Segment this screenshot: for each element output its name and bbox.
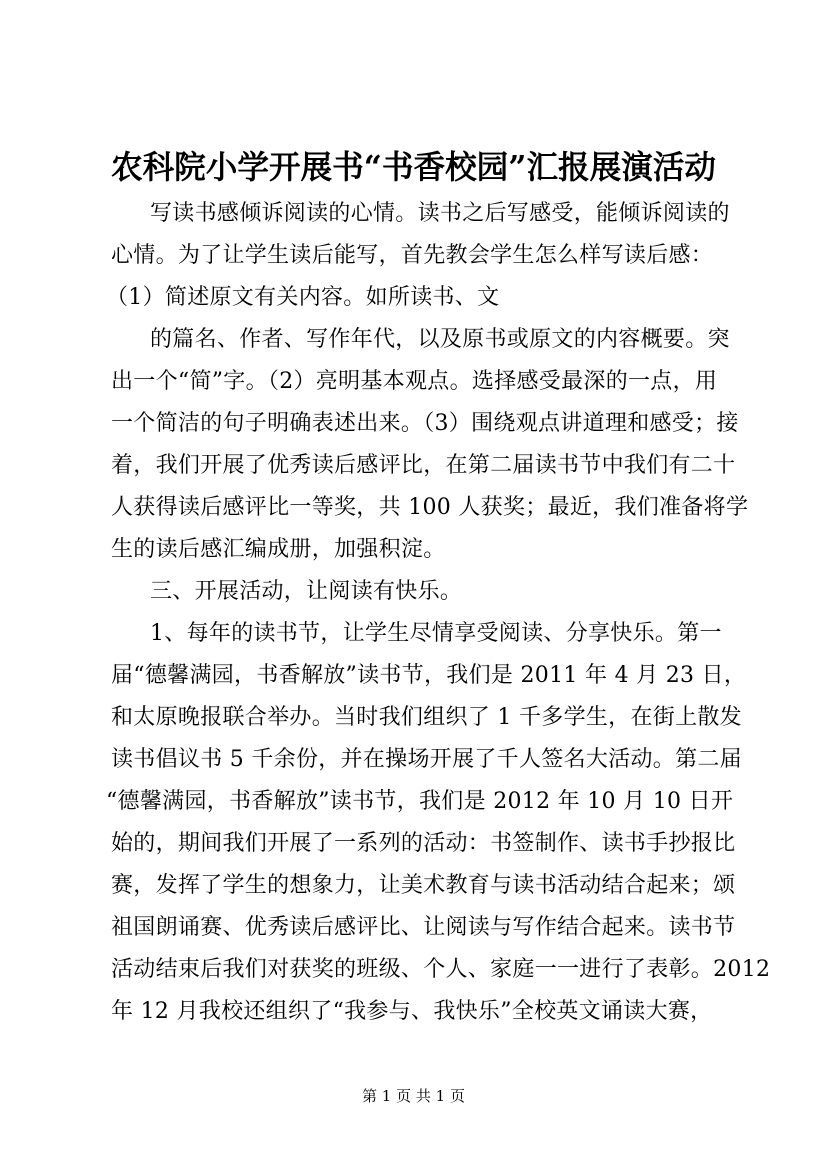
paragraph-line: 出一个“简”字。（2）亮明基本观点。选择感受最深的一点，用 — [111, 369, 718, 394]
page-footer: 第 1 页 共 1 页 — [362, 1087, 465, 1105]
paragraph-line: 始的，期间我们开展了一系列的活动：书签制作、读书手抄报比 — [111, 831, 736, 856]
paragraph-line: 活动结束后我们对获奖的班级、个人、家庭一一进行了表彰。2012 — [111, 957, 771, 982]
paragraph-line: 1、每年的读书节，让学生尽情享受阅读、分享快乐。第一 — [150, 621, 722, 646]
paragraph-line: 和太原晚报联合举办。当时我们组织了 1 千多学生，在街上散发 — [111, 705, 742, 730]
paragraph-line: 人获得读后感评比一等奖，共 100 人获奖；最近，我们准备将学 — [111, 495, 749, 520]
paragraph-line: 生的读后感汇编成册，加强积淀。 — [111, 537, 446, 562]
paragraph-line: “德馨满园，书香解放”读书节，我们是 2012 年 10 月 10 日开 — [106, 789, 734, 814]
paragraph-line: 着，我们开展了优秀读后感评比，在第二届读书节中我们有二十 — [111, 453, 736, 478]
paragraph-line: 祖国朗诵赛、优秀读后感评比、让阅读与写作结合起来。读书节 — [111, 915, 736, 940]
paragraph-line: 一个简洁的句子明确表述出来。（3）围绕观点讲道理和感受；接 — [111, 411, 739, 436]
paragraph-line: 心情。为了让学生读后能写，首先教会学生怎么样写读后感： — [111, 243, 714, 268]
section-heading: 三、开展活动，让阅读有快乐。 — [150, 579, 463, 604]
paragraph-line: 赛，发挥了学生的想象力，让美术教育与读书活动结合起来；颂 — [111, 873, 736, 898]
paragraph-line: 届“德馨满园，书香解放”读书节，我们是 2011 年 4 月 23 日， — [111, 663, 747, 688]
paragraph-line: （1）简述原文有关内容。如所读书、文 — [106, 285, 500, 310]
document-title: 农科院小学开展书“书香校园”汇报展演活动 — [110, 149, 717, 186]
paragraph-line: 的篇名、作者、写作年代，以及原书或原文的内容概要。突 — [150, 327, 730, 352]
paragraph-line: 写读书感倾诉阅读的心情。读书之后写感受，能倾诉阅读的 — [150, 201, 730, 226]
paragraph-line: 年 12 月我校还组织了“我参与、我快乐”全校英文诵读大赛， — [111, 999, 713, 1024]
paragraph-line: 读书倡议书 5 千余份，并在操场开展了千人签名大活动。第二届 — [111, 747, 742, 772]
